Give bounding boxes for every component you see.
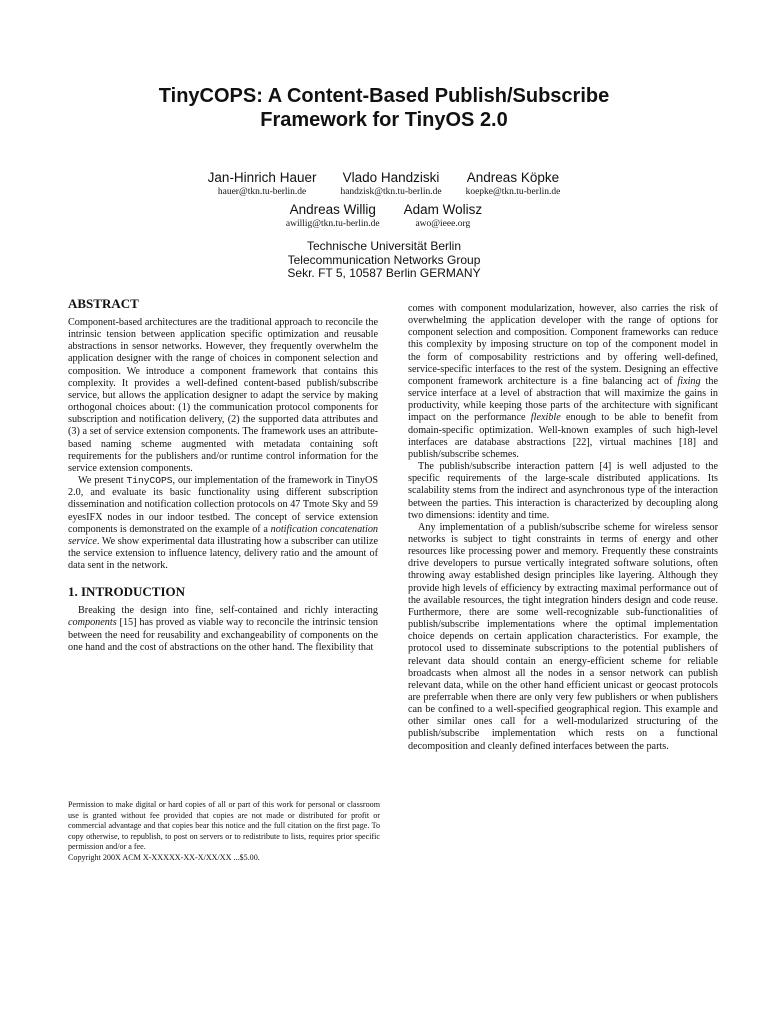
affiliation-address: Sekr. FT 5, 10587 Berlin GERMANY bbox=[287, 266, 481, 280]
text-run: the service interface at a level of abstraction that will maximize the gains in productivity, while keeping those parts of the architecture with significant impact on the performance bbox=[408, 375, 718, 424]
text-run: enough to be able to benefit from domain-specific optimization. Well-known examples of such high-level interfaces are database abstractions [22], virtual machines [18] and publish/subscribe schemes. bbox=[408, 412, 718, 460]
author-handziski bbox=[340, 169, 441, 198]
affiliation-group: Telecommunication Networks Group bbox=[287, 252, 481, 267]
author-hauer bbox=[208, 169, 317, 198]
affiliation-university: Technische Universität Berlin bbox=[306, 239, 462, 253]
text-run: We present bbox=[78, 475, 127, 487]
author-willig bbox=[286, 201, 380, 230]
affiliation bbox=[0, 240, 768, 281]
abstract-heading: ABSTRACT bbox=[68, 296, 139, 311]
author-koepke bbox=[466, 169, 561, 198]
title-line-2: Framework for TinyOS 2.0 bbox=[260, 109, 508, 131]
author-email: koepke@tkn.tu-berlin.de bbox=[465, 187, 561, 197]
text-run: , our implementation of the framework in TinyOS 2.0, and evaluate its basic functionality using different subscription dissemination and notification collection protocols on 47 Tmote Sky and 59 eyesIFX nodes in our indoor testbed. The concept of service extension components is demonstrated on the example of a bbox=[68, 475, 378, 535]
left-column bbox=[68, 296, 378, 654]
emphasis-text: notification concatenation service bbox=[68, 523, 379, 547]
authors-row-1 bbox=[0, 169, 768, 198]
author-email: awillig@tkn.tu-berlin.de bbox=[285, 219, 380, 229]
author-wolisz bbox=[404, 201, 483, 230]
author-email: hauer@tkn.tu-berlin.de bbox=[217, 187, 307, 197]
copyright-line: Copyright 200X ACM X-XXXXX-XX-X/XX/XX ...$5.00. bbox=[68, 852, 260, 862]
author-name: Adam Wolisz bbox=[403, 202, 483, 217]
emphasis-text: components bbox=[68, 617, 117, 629]
emphasis-text: fixing bbox=[677, 375, 701, 387]
text-run: . We show experimental data illustrating how a subscriber can utilize the service extension to influence latency, delivery ratio and the amount of data sent in the network. bbox=[68, 535, 378, 572]
introduction-paragraph-3: Any implementation of a publish/subscribe scheme for wireless sensor networks is subject to tight constraints in terms of energy and other resources like processing power and memory. Frequently these constraints drive developers to pursue vertically integrated software solutions, often throwing away established design principles like layering. Although they provide high levels of efficiency by extracting maximal performance out of the available resources, the tight integration hinders design and code reuse. Furthermore, there are some well-recognizable sub-functionalities of publish/subscribe implementations where the optimal implementation choice depends on certain application characteristics. For example, the protocol used to disseminate subscriptions to the potential publishers of relevant data should contain an energy-efficient scheme for reliable broadcasts when almost all the nodes in a sensor network can publish relevant data, while on the other hand efficient unicast or geocast protocols are preferrable when there are only very few publishers or when publishers can be confined to a well-specified geographical region. This example and other similar ones call for a well-modularized structuring of the publish/subscribe implementation which rests on a functional decomposition and cleanly defined interfaces between the parts. bbox=[408, 521, 718, 752]
right-column bbox=[408, 303, 718, 753]
author-email: handzisk@tkn.tu-berlin.de bbox=[340, 187, 442, 197]
abstract-paragraph-2 bbox=[68, 475, 378, 572]
title-line-1: TinyCOPS: A Content-Based Publish/Subscribe bbox=[158, 85, 610, 107]
text-run: Breaking the design into fine, self-contained and richly interacting bbox=[78, 605, 378, 617]
introduction-paragraph-1 bbox=[68, 605, 378, 654]
paper-title bbox=[0, 84, 768, 132]
text-run: [15] has proved as viable way to reconcile the intrinsic tension between the need for reusability and exchangeability of components on the one hand and the cost of abstractions on the other hand. The flexibility that bbox=[68, 617, 378, 653]
introduction-heading: 1. INTRODUCTION bbox=[68, 584, 186, 600]
author-email: awo@ieee.org bbox=[415, 219, 471, 229]
introduction-paragraph-1-continued bbox=[408, 303, 718, 461]
text-run: comes with component modularization, however, also carries the risk of overwhelming the application developer with the range of options for component selection and composition. Component frameworks can reduce this complexity by imposing structure on top of the component model in the form of composability restrictions and by offering well-defined, service-specific interfaces to the rest of the system. Designing an effective component framework architecture is a fine balancing act of bbox=[408, 303, 718, 387]
author-name: Jan-Hinrich Hauer bbox=[207, 170, 317, 185]
permission-text: Permission to make digital or hard copies of all or part of this work for personal or classroom use is granted without fee provided that copies are not made or distributed for profit or commercial advantage and that copies bear this notice and the full citation on the first page. To copy otherwise, to republish, to post on servers or to redistribute to lists, requires prior specific permission and/or a fee. bbox=[68, 800, 380, 851]
permission-footnote bbox=[68, 800, 380, 863]
abstract-paragraph-1: Component-based architectures are the traditional approach to reconcile the intrinsic tension between application specific optimization and reusable abstractions in sensor networks. However, they frequently overwhelm the application designer with the range of choices in component selection and composition. We introduce a component framework that contains this complexity. It provides a well-defined content-based publish/subscribe service, but allows the application designer to adapt the service by making orthogonal choices about: (1) the communication protocol components for subscription and notification delivery, (2) the supported data attributes and (3) a set of service extension components. The framework uses an attribute-based naming scheme augmented with metadata containing soft requirements for the publishers and/or runtime control information for the service extension components. bbox=[68, 317, 378, 474]
system-name: TinyCOPS bbox=[126, 475, 173, 487]
authors-row-2 bbox=[0, 201, 768, 230]
author-name: Andreas Köpke bbox=[466, 170, 560, 185]
emphasis-text: flexible bbox=[530, 412, 561, 424]
author-name: Vlado Handziski bbox=[342, 170, 440, 185]
introduction-paragraph-2: The publish/subscribe interaction pattern [4] is well adjusted to the specific requirements of the large-scale distributed applications. Its scalability stems from the indirect and asynchronous type of the interaction between the parties. This interaction is characterized by decoupling along two dimensions: identity and time. bbox=[408, 461, 718, 521]
author-name: Andreas Willig bbox=[289, 202, 376, 217]
